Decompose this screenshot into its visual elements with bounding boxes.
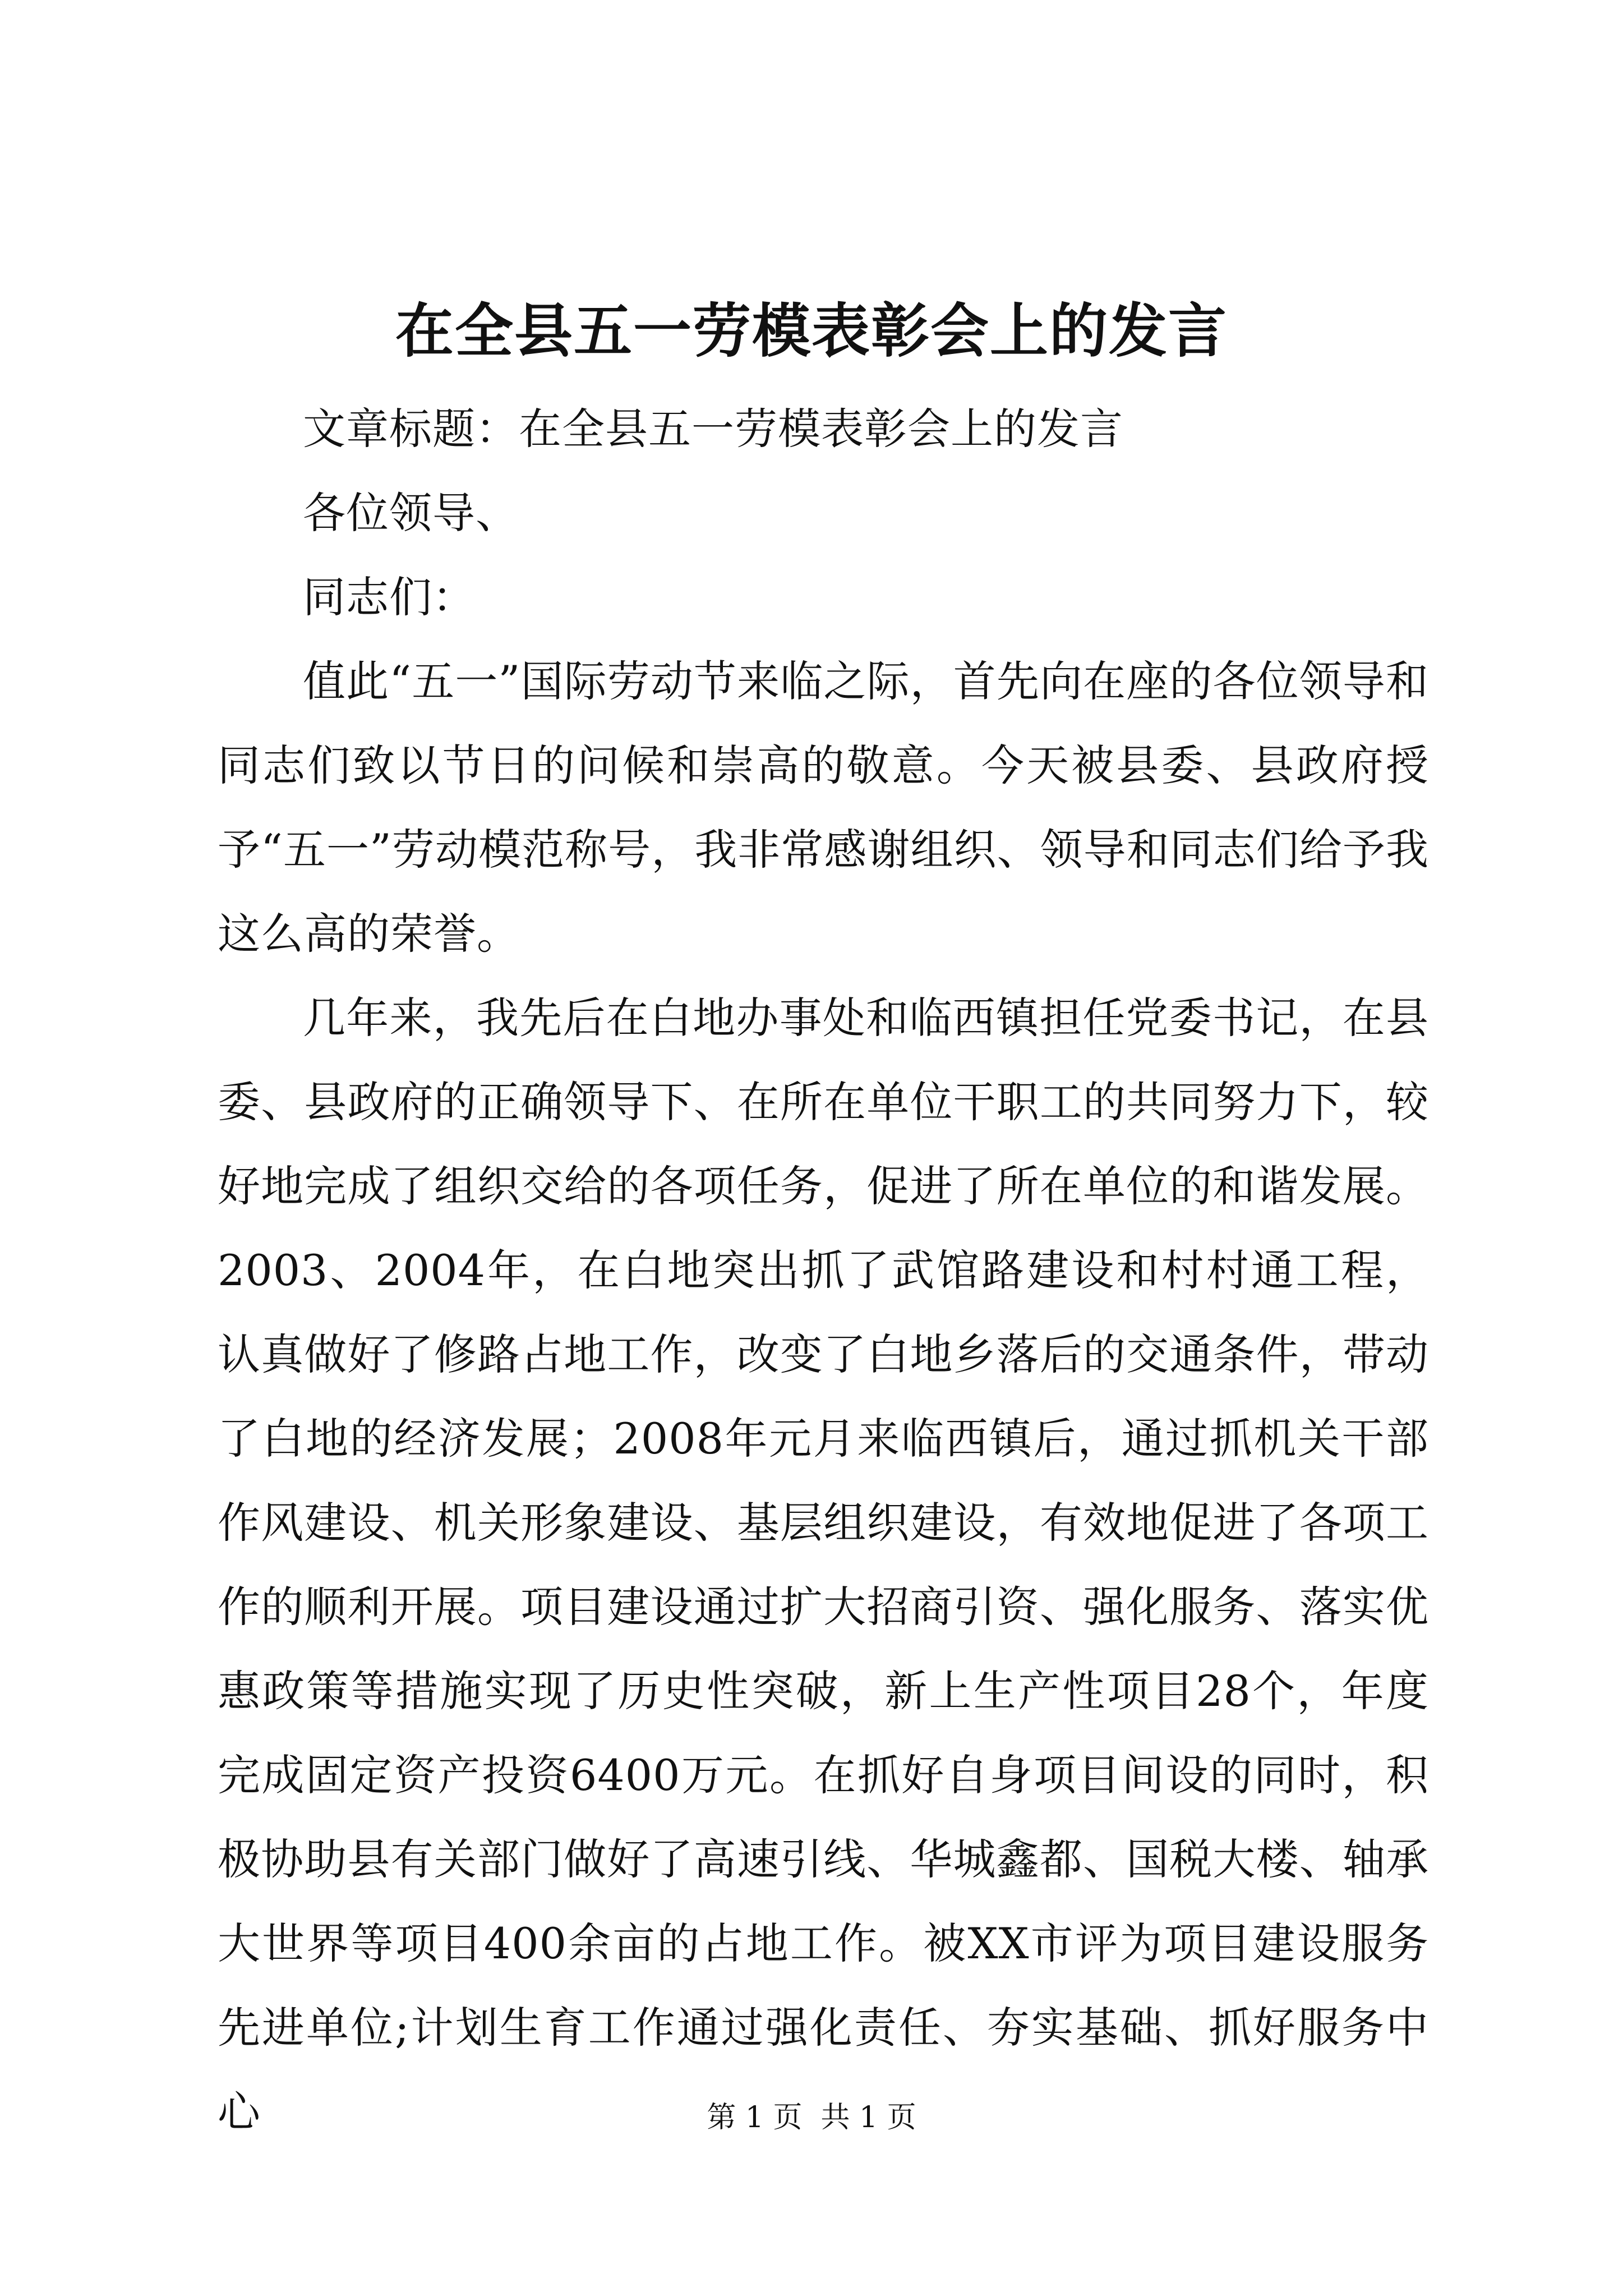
salutation-leaders: 各位领导、 <box>303 488 519 538</box>
document-body <box>218 387 1429 2154</box>
paragraph-greeting: 值此“五一”国际劳动节来临之际，首先向在座的各位领导和同志们致以节日的问候和崇高的敬意。今天被县委、县政府授予“五一”劳动模范称号，我非常感谢组织、领导和同志们给予我这么高的荣誉。 <box>218 656 1429 959</box>
salutation-comrades: 同志们： <box>303 572 476 622</box>
page-footer <box>0 2098 1623 2137</box>
page-number: 第 1 页 共 1 页 <box>707 2101 916 2134</box>
article-title-line: 文章标题：在全县五一劳模表彰会上的发言 <box>303 404 1123 454</box>
document-title: 在全县五一劳模表彰会上的发言 <box>395 296 1228 365</box>
paragraph-achievements: 几年来，我先后在白地办事处和临西镇担任党委书记，在县委、县政府的正确领导下、在所在单位干职工的共同努力下，较好地完成了组织交给的各项任务，促进了所在单位的和谐发展。2003、2004年，在白地突出抓了武馆路建设和村村通工程，认真做好了修路占地工作，改变了白地乡落后的交通条件，带动了白地的经济发展；2008年元月来临西镇后，通过抓机关干部作风建设、机关形象建设、基层组织建设，有效地促进了各项工作的顺利开展。项目建设通过扩大招商引资、强化服务、落实优惠政策等措施实现了历史性突破，新上生产性项目28个，年度完成固定资产投资6400万元。在抓好自身项目间设的同时，积极协助县有关部门做好了高速引线、华城鑫都、国税大楼、轴承大世界等项目400余亩的占地工作。被XX市评为项目建设服务先进单位;计划生育工作通过强化责任、夯实基础、抓好服务中心 <box>218 993 1429 2137</box>
